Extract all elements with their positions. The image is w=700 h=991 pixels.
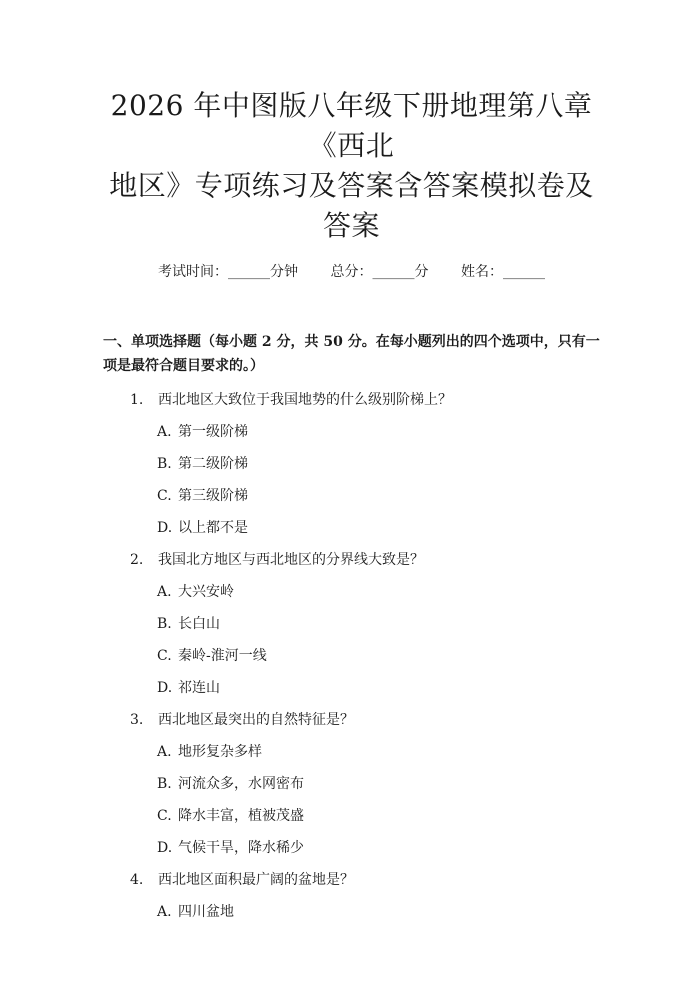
- question-text: 西北地区大致位于我国地势的什么级别阶梯上？: [158, 392, 452, 408]
- option-letter: A.: [157, 904, 172, 920]
- option-letter: D.: [157, 520, 173, 536]
- option-c: [157, 806, 600, 826]
- exam-meta: [103, 262, 600, 282]
- option-a: [157, 422, 600, 442]
- option-a: [157, 582, 600, 602]
- option-c: [157, 486, 600, 506]
- option-text: 长白山: [178, 616, 220, 632]
- option-d: [157, 518, 600, 538]
- option-d: [157, 678, 600, 698]
- option-letter: A.: [157, 584, 172, 600]
- title-line-1: 2026 年中图版八年级下册地理第八章《西北: [110, 89, 593, 162]
- option-letter: B.: [157, 616, 172, 632]
- option-d: [157, 838, 600, 858]
- total-score: 总分：______分: [330, 264, 429, 280]
- exam-time: 考试时间：______分钟: [158, 264, 299, 280]
- question-3: [103, 710, 600, 858]
- section-heading: 一、单项选择题（每小题 2 分，共 50 分。在每小题列出的四个选项中，只有一项是最符合题目要求的。）: [103, 334, 600, 374]
- question-list: [103, 390, 600, 922]
- question-stem: [130, 710, 600, 730]
- option-text: 河流众多，水网密布: [178, 776, 304, 792]
- option-text: 降水丰富，植被茂盛: [178, 808, 304, 824]
- option-letter: A.: [157, 744, 172, 760]
- option-text: 气候干旱，降水稀少: [178, 840, 304, 856]
- option-b: [157, 454, 600, 474]
- option-letter: D.: [157, 680, 173, 696]
- option-letter: A.: [157, 424, 172, 440]
- option-list: [103, 582, 600, 698]
- option-letter: C.: [157, 488, 172, 504]
- question-stem: [130, 550, 600, 570]
- title-line-2: 地区》专项练习及答案含答案模拟卷及答案: [109, 169, 594, 242]
- option-list: [103, 422, 600, 538]
- document-page: [0, 86, 700, 991]
- question-number: 2.: [130, 552, 144, 568]
- option-text: 四川盆地: [178, 904, 234, 920]
- option-a: [157, 902, 600, 922]
- option-letter: D.: [157, 840, 173, 856]
- option-text: 大兴安岭: [178, 584, 234, 600]
- option-text: 祁连山: [178, 680, 220, 696]
- option-text: 第二级阶梯: [178, 456, 248, 472]
- question-number: 3.: [130, 712, 144, 728]
- option-text: 秦岭-淮河一线: [178, 648, 267, 664]
- option-letter: C.: [157, 808, 172, 824]
- option-letter: C.: [157, 648, 172, 664]
- question-stem: [130, 390, 600, 410]
- question-number: 1.: [130, 392, 144, 408]
- option-a: [157, 742, 600, 762]
- option-text: 地形复杂多样: [178, 744, 262, 760]
- question-text: 西北地区最突出的自然特征是？: [158, 712, 354, 728]
- option-list: [103, 742, 600, 858]
- option-list: [103, 902, 600, 922]
- option-c: [157, 646, 600, 666]
- option-letter: B.: [157, 456, 172, 472]
- question-text: 我国北方地区与西北地区的分界线大致是？: [158, 552, 424, 568]
- option-letter: B.: [157, 776, 172, 792]
- option-b: [157, 614, 600, 634]
- question-stem: [130, 870, 600, 890]
- option-text: 第一级阶梯: [178, 424, 248, 440]
- question-number: 4.: [130, 872, 144, 888]
- question-text: 西北地区面积最广阔的盆地是？: [158, 872, 354, 888]
- option-b: [157, 774, 600, 794]
- document-title: [103, 86, 600, 246]
- option-text: 以上都不是: [178, 520, 248, 536]
- question-2: [103, 550, 600, 698]
- student-name: 姓名：______: [460, 264, 545, 280]
- option-text: 第三级阶梯: [178, 488, 248, 504]
- question-4: [103, 870, 600, 922]
- question-1: [103, 390, 600, 538]
